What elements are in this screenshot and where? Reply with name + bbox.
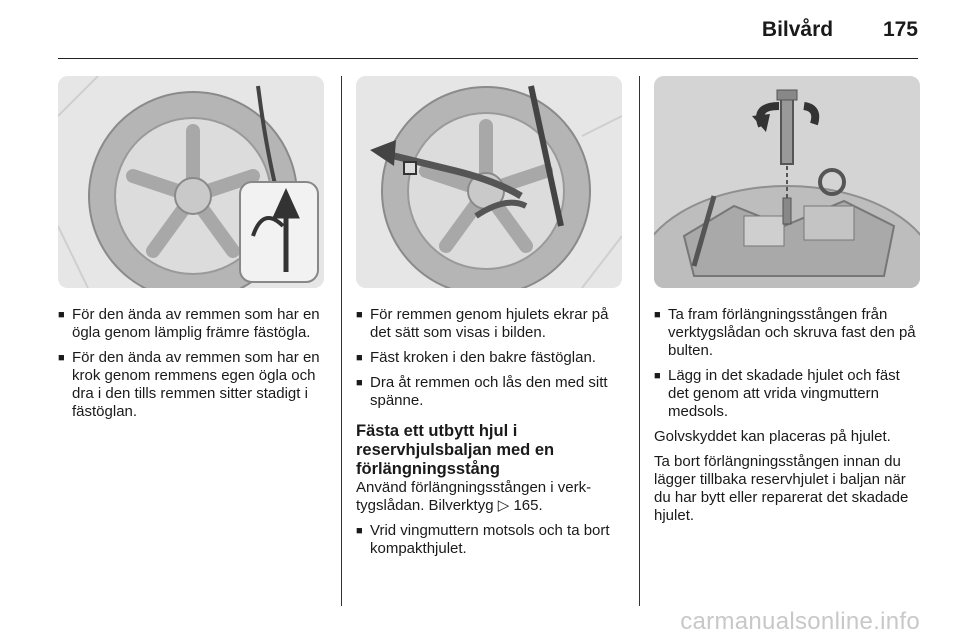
column-divider-1	[341, 76, 342, 606]
list-item: ■ Ta fram förlängningsstången från verktygslådan och skruva fast den på bulten.	[654, 306, 920, 360]
spare-wheel-buckle-illustration	[356, 76, 622, 288]
page-header	[762, 18, 918, 42]
column-1	[58, 76, 324, 428]
list-item: ■ För remmen genom hjulets ekrar på det sätt som visas i bilden.	[356, 306, 622, 342]
extension-rod-illustration	[654, 76, 920, 288]
paragraph	[356, 479, 622, 515]
page-reference-arrow-icon: ▷	[497, 497, 510, 514]
section-heading: Fästa ett utbytt hjul i reservhjulsbaljan med en förlängningsstång	[356, 422, 555, 478]
list-item: ■ För den ända av remmen som har en ögla genom lämplig främre fästögla.	[58, 306, 324, 342]
list-item: ■ Vrid vingmuttern motsols och ta bort kompakthjulet.	[356, 522, 622, 558]
column-2-bullets-2	[356, 522, 622, 558]
paragraph-text: Använd förlängningsstången i verktygslådan. Bilverktyg	[356, 479, 592, 514]
paragraph: Ta bort förlängningsstången innan du lägger tillbaka reservhjulet i baljan när du har bytt eller reparerat det skadade hjulet.	[654, 453, 909, 524]
column-divider-2	[639, 76, 640, 606]
column-2-bullets	[356, 306, 622, 410]
spare-wheel-strap-illustration	[58, 76, 324, 288]
list-item: ■ För den ända av remmen som har en krok genom remmens egen ögla och dra i den tills remmen sitter stadigt i fästöglan.	[58, 349, 324, 421]
column-1-bullets	[58, 306, 324, 421]
page-reference-number: 165.	[513, 497, 543, 514]
list-item: ■ Lägg in det skadade hjulet och fäst det genom att vrida vingmuttern medsols.	[654, 367, 920, 421]
page-number: 175	[882, 18, 918, 41]
list-item: ■ Dra åt remmen och lås den med sitt spänne.	[356, 374, 622, 410]
header-rule	[58, 58, 918, 59]
column-3	[654, 76, 920, 532]
watermark: carmanualsonline.info	[680, 608, 920, 635]
section-title: Bilvård	[761, 18, 834, 41]
list-item: ■ Fäst kroken i den bakre fästöglan.	[356, 349, 622, 367]
column-2	[356, 76, 622, 565]
paragraph: Golvskyddet kan placeras på hjulet.	[654, 428, 891, 445]
column-3-bullets	[654, 306, 920, 421]
